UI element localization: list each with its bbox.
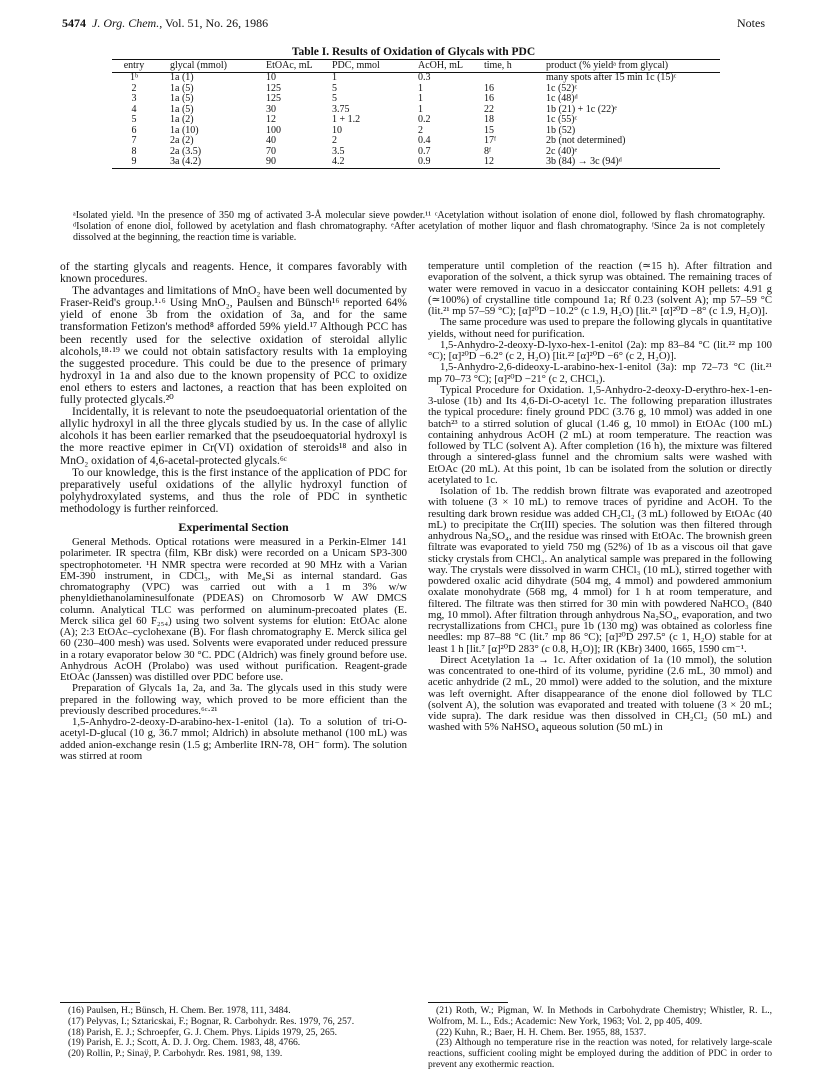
left-column (60, 261, 407, 762)
table-cell: 3a (4.2) (156, 157, 264, 168)
table-row (112, 73, 720, 84)
table-cell: 9 (112, 157, 156, 168)
right-column (428, 261, 772, 734)
table-cell: 125 (266, 82, 281, 94)
paragraph: 1,5-Anhydro-2,6-dideoxy-L-arabino-hex-1-enitol (3a): mp 72–73 °C (lit.²¹ mp 70–73 °C); [α]²⁰D −21° (c 2, CHCl₃). (428, 361, 772, 385)
table-caption: Table I. Results of Oxidation of Glycals with PDC (291, 46, 536, 58)
table-cell: 22 (484, 103, 494, 115)
paragraph: Direct Acetylation 1a → 1c. After oxidation of 1a (10 mmol), the solution was concentrated to one-third of its volume, pyridine (2.6 mL, 30 mmol) and acetic anhydride (2 mL, 20 mmol) were added to the solution, and the mixture was left overnight. After disappearance of the enone diol followed by TLC (solvent A), the solution was evaporated and treated with toluene (3 × 20 mL; vide supra). The dark residue was then dissolved in CH₂Cl₂ (50 mL) and washed with 5% NaHSO₄ aqueous solution (50 mL) in (428, 653, 772, 734)
table-cell: 1a (1) (170, 72, 194, 83)
footnote-rule (60, 1002, 140, 1003)
paragraph: Preparation of Glycals 1a, 2a, and 3a. The glycals used in this study were prepared in the following way, which proved to be more efficient than the previously described procedures.⁶ᶜ·²¹ (60, 682, 407, 717)
reference-item: (18) Parish, E. J.; Schroepfer, G. J. Chem. Phys. Lipids 1979, 25, 265. (68, 1026, 338, 1038)
references-right (428, 1006, 772, 1071)
table-cell: 125 (266, 93, 281, 104)
reference-item: (17) Pelyvas, I.; Sztaricskai, F.; Bognar, R. Carbohydr. Res. 1979, 76, 257. (68, 1015, 355, 1027)
footnote-rule (428, 1002, 508, 1003)
table-cell: 70 (266, 145, 276, 157)
table-cell: 1 + 1.2 (332, 114, 361, 125)
table-cell: 0.9 (416, 157, 482, 168)
table-cell: 30 (266, 103, 276, 115)
table-row (112, 115, 720, 126)
table-row (112, 136, 720, 147)
reference-item: (22) Kuhn, R.; Baer, H. H. Chem. Ber. 1955, 88, 1537. (436, 1026, 647, 1038)
table-cell: 12 (266, 114, 276, 125)
table-cell: 16 (484, 93, 494, 104)
table-cell: 2c (40)ᵉ (546, 145, 578, 157)
page-header (62, 16, 765, 30)
table-header-row (112, 60, 720, 73)
table-cell: 0.4 (418, 135, 431, 146)
paragraph: of the starting glycals and reagents. Hence, it compares favorably with known procedures. (60, 261, 407, 286)
paragraph: General Methods. Optical rotations were measured in a Perkin-Elmer 141 polarimeter. IR spectra (film, KBr disk) were recorded on a Unicam SP3-300 spectrophotometer. ¹H NMR spectra were recorded at 90 MHz with a Varian EM-390 instrument, in CDCl₃, with Me₄Si as internal standard. Gas chromatography (VPC) was carried out with a 1 m 3% w/w phenyldiethanolaminesulfonate (PDEAS) on Chromosorb W AW DMCS column. Analytical TLC was performed on aluminum-precoated plates (E. Merck silica gel 60 F₂₅₄) using two solvent systems for elution: EtOAc alone (A); 2:3 EtOAc–cyclohexane (B). For flash chromatography E. Merck silica gel 60 (230–400 mesh) was used. Solvents were evaporated under reduced pressure in a rotary evaporator below 30 °C. PDC (Aldrich) was finely ground before use. Anhydrous AcOH (Prolabo) was used without purification. Reagent-grade EtOAc (Janssen) was distilled over PDC before use. (60, 536, 407, 684)
table-cell: 2b (not determined) (546, 135, 626, 146)
journal-name: J. Org. Chem., (92, 16, 163, 30)
section-heading: Experimental Section (178, 519, 289, 534)
table-cell: 1b (52) (546, 124, 576, 136)
table-cell: 2a (2) (170, 135, 194, 146)
table-cell: 2a (3.5) (170, 145, 202, 157)
reference-item: (21) Roth, W.; Pigman, W. In Methods in Carbohydrate Chemistry; Whistler, R. L., Wolfrom, M. L., Eds.; Academic: New York, 1963; Vol. 2, pp 405, 409. (428, 1005, 772, 1027)
table-cell: 1a (10) (170, 124, 199, 136)
volume-info: Vol. 51, No. 26, 1986 (165, 16, 269, 30)
col-header: glycal (mmol) (156, 60, 264, 73)
paragraph: Incidentally, it is relevant to note the pseudoequatorial orientation of the allylic hydroxyl in all the three glycals studied by us. In the case of allylic alcohols it has been earlier remarked that the pseudoequatorial hydroxyl is the more reactive epimer in Cr(VI) oxidation of steroids¹⁸ and also in MnO₂ oxidation of 4,6-acetal-protected glycals.⁶ᶜ (60, 406, 407, 467)
table-cell: 8ᶠ (484, 145, 492, 157)
reference-item: (19) Parish, E. J.; Scott, A. D. J. Org. Chem. 1983, 48, 4766. (68, 1037, 301, 1049)
header-left (62, 16, 268, 31)
table-row (112, 84, 720, 95)
table-footnotes: ᵃIsolated yield. ᵇIn the presence of 350 mg of activated 3-Å molecular sieve powder.¹¹ ᶜAcetylation without isolation of enone diol, followed by flash chromatography. ᵈIsolation of enone diol, followed by acetylation and flash chromatography. ᵉAfter acetylation of mother liquor and flash chromatography. ᶠSince 2a is not completely dissolved at the beginning, the reaction time is variable. (73, 210, 765, 244)
col-header: entry (112, 60, 156, 73)
table-cell (482, 73, 544, 84)
table-cell: 1a (5) (170, 93, 194, 104)
table-cell: 5 (332, 93, 337, 104)
table-cell: 4.2 (330, 157, 416, 168)
table-cell: 40 (266, 135, 276, 146)
paragraph: To our knowledge, this is the first instance of the application of PDC for preparatively useful oxidations of the allylic hydroxyl function of polyhydroxylated systems, and thus the role of PDC in synthetic methodology is further reinforced. (60, 466, 407, 515)
paragraph: 1,5-Anhydro-2-deoxy-D-lyxo-hex-1-enitol (2a): mp 83–84 °C (lit.²² mp 100 °C); [α]²⁰D −6.2° (c 2, H₂O) [lit.²² [α]²⁰D −6° (c 2, H₂O)]. (428, 338, 772, 362)
table-cell: 1c (52)ᶜ (546, 82, 578, 94)
paragraph: Isolation of 1b. The reddish brown filtrate was evaporated and azeotroped with toluene (3 × 10 mL) to remove traces of pyridine and AcOH. To the resulting dark brown residue was added CH₂Cl₂ (3 mL) followed by EtOAc (40 mL) to precipitate the Cr(III) species. The solution was then filtered through anhydrous Na₂SO₄, and the residue was rinsed with EtOAc. The brownish green filtrate was evaporated to yield 750 mg (52%) of 1b as a viscous oil that gave sticky crystals from CHCl₃. An analytical sample was prepared in the following way. The crystals were dissolved in warm CHCl₃ (10 mL), stirred together with powdered oxalic acid dihydrate (504 mg, 4 mmol) and powdered ammonium oxalate monohydrate (568 mg, 4 mmol) for 1 h at room temperature, and filtered. The filtrate was then stirred for 30 min with powdered NaHCO₃ (840 mg, 10 mmol). After filtration through anhydrous Na₂SO₄, evaporation, and two recrystallizations from CHCl₃ pure 1b (130 mg) was obtained as colorless fine needles: mp 87–88 °C (lit.⁷ mp 86 °C); [α]²⁰D 297.5° (c 1, H₂O) stable for at least 1 h [lit.⁷ [α]²⁰D 283° (c 0.8, H₂O)]; IR (KBr) 3400, 1665, 1590 cm⁻¹. (428, 485, 772, 655)
table-cell: 1 (418, 93, 423, 104)
paragraph: The advantages and limitations of MnO₂ have been well documented by Fraser-Reid's group.¹·⁶ Using MnO₂, Paulsen and Bünsch¹⁶ reported 64% yield of enone 3b from the oxidation of 3a, and for the same transformation Fetizon's method⁸ afforded 59% yield.¹⁷ Although PCC has been recently used for the selective oxidation of steroidal allylic alcohols,¹⁸·¹⁹ we could not obtain satisfactory results with 1a employing the suggested procedure. This could be due to the presence of primary hydroxyl in 1a and also due to the known propensity of PCC to oxidize enol ethers to esters and lactones, a reaction that has been exploited on fully protected glycals.²⁰ (60, 285, 407, 407)
table-cell: 1c (55)ᶜ (546, 114, 578, 125)
table-cell: 1a (5) (170, 82, 194, 94)
table-cell: 3.75 (332, 103, 350, 115)
table-cell: many spots after 15 min 1c (15)ᶜ (546, 72, 677, 83)
reference-item: (16) Paulsen, H.; Bünsch, H. Chem. Ber. 1978, 111, 3484. (68, 1005, 291, 1016)
col-header: EtOAc, mL (264, 60, 330, 73)
table-cell: 1c (48)ᵈ (546, 93, 578, 104)
table-cell: 0.2 (418, 114, 431, 125)
reference-item: (23) Although no temperature rise in the reaction was noted, for relatively large-scale reactions, sufficient cooling might be employed during the addition of PDC in order to prevent any exothermic reaction. (428, 1037, 772, 1070)
table-cell: 0.7 (418, 145, 431, 157)
reference-item: (20) Rollin, P.; Sinaÿ, P. Carbohydr. Res. 1981, 98, 139. (68, 1048, 283, 1060)
table-row (112, 105, 720, 116)
page-number: 5474 (62, 16, 86, 30)
table-cell: 100 (266, 124, 281, 136)
results-table (112, 59, 720, 169)
table-cell: 17ᶠ (484, 135, 497, 146)
experimental-text (60, 537, 407, 762)
col-header: product (% yieldᵃ from glycal) (544, 60, 720, 73)
table-cell: 2 (418, 124, 423, 136)
table-cell: 3.5 (332, 145, 345, 157)
table-cell: 1a (5) (170, 103, 194, 115)
table-cell: 1 (332, 72, 337, 83)
table-cell: 3b (84) → 3c (94)ᵈ (544, 157, 720, 168)
table-cell: 1b (21) + 1c (22)ᵉ (546, 103, 617, 115)
table-cell: 2 (131, 82, 137, 94)
col-header: AcOH, mL (416, 60, 482, 73)
table-cell: 2 (332, 135, 337, 146)
table-cell: 1ᵇ (129, 72, 139, 83)
table-cell: 0.3 (418, 72, 431, 83)
table-row (112, 157, 720, 168)
table-cell: 4 (131, 103, 137, 115)
table-cell: 5 (332, 82, 337, 94)
section-name: Notes (737, 16, 765, 30)
col-header: time, h (482, 60, 544, 73)
table-cell: 3 (131, 93, 137, 104)
table-cell: 18 (484, 114, 494, 125)
table-cell: 90 (264, 157, 330, 168)
table-row (112, 126, 720, 137)
table-cell: 1 (418, 103, 423, 115)
paragraph: temperature until completion of the reaction (≃15 h). After filtration and evaporation of the solvent, a thick syrup was obtained. The remaining traces of water were removed in vacuo in a desiccator containing KOH pellets: 4.91 g (≃100%) of crystalline title compound 1a; Rf 0.23 (solvent A); mp 57–59 °C (lit.²¹ mp 57–59 °C); [α]²⁰D −10.2° (c 1.9, H₂O) [lit.²¹ [α]²⁰D −8° (c 1.9, H₂O)]. (428, 260, 772, 317)
table-cell: 15 (484, 124, 494, 136)
table-cell: 7 (131, 135, 137, 146)
paragraph: The same procedure was used to prepare the following glycals in quantitative yields, without need for purification. (428, 316, 772, 340)
table-row (112, 147, 720, 158)
table-body (112, 73, 720, 169)
table-cell: 1 (418, 82, 423, 94)
table-cell: 12 (482, 157, 544, 168)
table-cell: 10 (266, 72, 276, 83)
col-header: PDC, mmol (330, 60, 416, 73)
table-cell: 5 (131, 114, 137, 125)
paragraph: 1,5-Anhydro-2-deoxy-D-arabino-hex-1-enitol (1a). To a solution of tri-O-acetyl-D-glucal (10 g, 36.7 mmol; Aldrich) in absolute methanol (100 mL) was added anion-exchange resin (1.5 g; Amberlite IRN-78, OH⁻ form). The solution was stirred at room (60, 716, 407, 762)
references-left (60, 1006, 407, 1060)
table-cell: 1a (2) (170, 114, 194, 125)
table-cell: 16 (484, 82, 494, 94)
table-cell: 8 (131, 145, 137, 157)
table-cell: 10 (332, 124, 342, 136)
table-row (112, 94, 720, 105)
table-cell: 6 (131, 124, 137, 136)
paragraph: Typical Procedure for Oxidation. 1,5-Anhydro-2-deoxy-D-erythro-hex-1-en-3-ulose (1b) and Its 4,6-Di-O-acetyl 1c. The following preparation illustrates the typical procedure: finely ground PDC (3.76 g, 10 mmol) was added in one batch²³ to a stirred solution of glucal (1.46 g, 10 mmol) in EtOAc (100 mL) containing anhydrous AcOH (2 mL) at room temperature. The reaction was followed by TLC (solvent A). After completion (16 h), the mixture was filtered through a sintered-glass funnel and the chromium salts were washed with EtOAc (20 mL). At this point, 1b can be isolated from the solution or directly acetylated to 1c. (428, 383, 772, 486)
